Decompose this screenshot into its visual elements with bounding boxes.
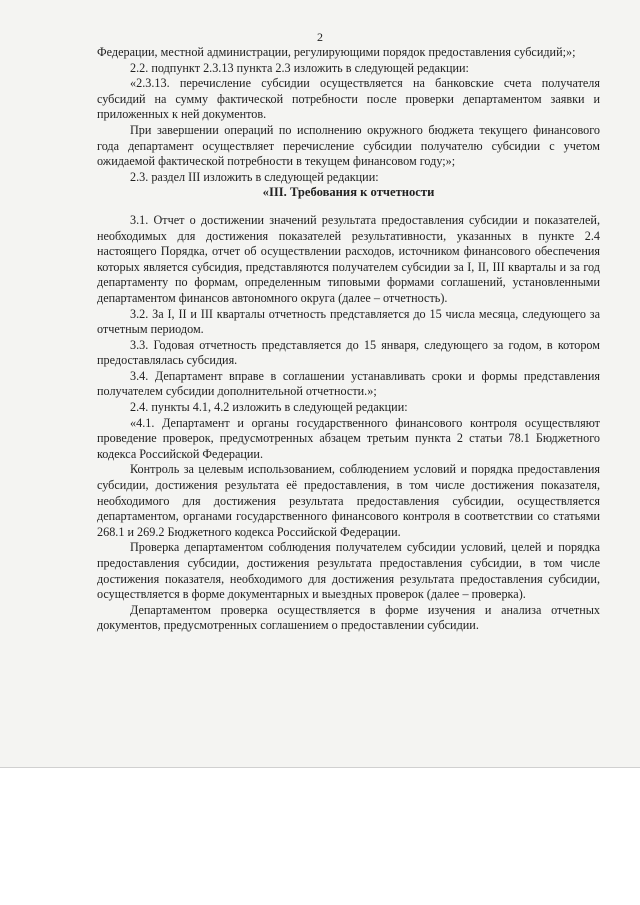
paragraph: Контроль за целевым использованием, соблюдением условий и порядка предоставления субсидии, достижения результата её предоставления, в том числе достижения показателя, необходимого для достижения результата предоставления субсидии, осуществляется департаментом, органами государственного финансового контроля в соответствии со статьями 268.1 и 269.2 Бюджетного кодекса Российской Федерации.: [97, 462, 600, 539]
page-number: 2: [317, 30, 323, 44]
document-body: [97, 45, 600, 634]
paragraph: 3.2. За I, II и III кварталы отчетность представляется до 15 числа месяца, следующего за отчетным периодом.: [97, 306, 600, 337]
section-heading: «III. Требования к отчетности: [262, 185, 435, 200]
paragraph: «4.1. Департамент и органы государственного финансового контроля осуществляют проведение проверок, предусмотренных абзацем третьим пункта 2 статьи 78.1 Бюджетного кодекса Российской Федерации.: [97, 415, 600, 461]
paragraph: 3.4. Департамент вправе в соглашении устанавливать сроки и формы представления получателем субсидии дополнительной отчетности.»;: [97, 368, 600, 399]
paragraph: Федерации, местной администрации, регулирующими порядок предоставления субсидий;»;: [97, 45, 576, 59]
paragraph: 2.3. раздел III изложить в следующей редакции:: [130, 169, 379, 184]
paragraph: Проверка департаментом соблюдения получателем субсидии условий, целей и порядка предоставления субсидии, достижения результата предоставления субсидии, в том числе достижения показателя, необходимого для достижения результата предоставления субсидии, осуществляется в форме документарных и выездных проверок (далее – проверка).: [97, 540, 600, 602]
paragraph: 2.4. пункты 4.1, 4.2 изложить в следующей редакции:: [130, 400, 408, 415]
paragraph: При завершении операций по исполнению окружного бюджета текущего финансового года департамент осуществляет перечисление субсидии получателю субсидии с учетом ожидаемой фактической потребности в текущем финансовом году;»;: [97, 122, 600, 169]
paragraph: 2.2. подпункт 2.3.13 пункта 2.3 изложить в следующей редакции:: [130, 60, 469, 75]
paragraph: 3.1. Отчет о достижении значений результата предоставления субсидии и показателей, необходимых для достижения показателей результативности, указанных в пункте 2.4 настоящего Порядка, отчет об осуществлении расходов, источником финансового обеспечения которых является субсидия, представляются получателем субсидии за I, II, III кварталы и за год департаменту по формам, определенным типовыми формами соглашений, установленными департаментом финансов автономного округа (далее – отчетность).: [97, 212, 600, 305]
paragraph: «2.3.13. перечисление субсидии осуществляется на банковские счета получателя субсидий на сумму фактической потребности после проверки департаментом заявки и приложенных к ней документов.: [97, 76, 600, 122]
paragraph: Департаментом проверка осуществляется в форме изучения и анализа отчетных документов, предусмотренных соглашением о предоставлении субсидии.: [97, 602, 600, 633]
paragraph: 3.3. Годовая отчетность представляется до 15 января, следующего за годом, в котором предоставлялась субсидия.: [97, 337, 600, 368]
